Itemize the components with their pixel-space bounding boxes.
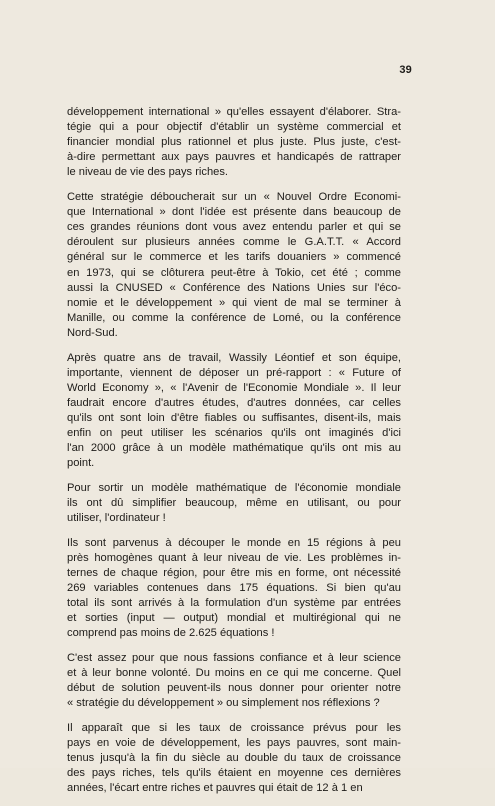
paragraph	[67, 481, 401, 526]
paragraph	[67, 651, 401, 711]
text-line: enfin on peut utiliser les scénarios qu'ils ont imaginés d'ici	[67, 427, 401, 440]
text-line: financier mondial plus rationnel et plus juste. Plus juste, c'est-	[67, 136, 401, 149]
text-line: qu'ils ont sont loin d'être fiables ou suffisantes, disent-ils, mais	[67, 411, 401, 424]
text-line: tenus jusqu'à la fin du siècle au double du taux de croissance	[67, 752, 401, 765]
text-line: le niveau de vie des pays riches.	[67, 166, 229, 179]
text-line: utiliser, l'ordinateur !	[67, 512, 166, 525]
text-line: « stratégie du développement » ou simplement nos réflexions ?	[67, 697, 380, 710]
text-line: Après quatre ans de travail, Wassily Léontief et son équipe,	[67, 351, 401, 364]
text-line: déroulent sur plusieurs années comme le G.A.T.T. « Accord	[67, 236, 401, 249]
text-line: importante, viennent de déposer un pré-rapport : « Future of	[67, 366, 401, 379]
body-text	[67, 105, 401, 806]
text-line: et sorties (input — output) mondial et multirégional qui ne	[67, 612, 401, 625]
text-line: total ils sont arrivés à la formulation d'un système par entrées	[67, 597, 401, 610]
text-line: l'an 2000 grâce à un modèle mathématique qu'ils ont mis au	[67, 442, 401, 455]
text-line: point.	[67, 457, 95, 470]
text-line: World Economy », « l'Avenir de l'Economie Mondiale ». Il leur	[67, 381, 401, 394]
paragraph	[67, 351, 401, 472]
text-line: aussi la CNUSED « Conférence des Nations Unies sur l'éco-	[67, 281, 401, 294]
text-line: comprend pas moins de 2.625 équations !	[67, 627, 275, 640]
text-line: tégie qui a pour objectif d'établir un système commercial et	[67, 121, 401, 134]
text-line: Manille, ou comme la conférence de Lomé, ou la conférence	[67, 311, 401, 324]
text-line: C'est assez pour que nous fassions confiance et à leur science	[67, 652, 401, 665]
text-line: Cette stratégie déboucherait sur un « Nouvel Ordre Economi-	[67, 191, 401, 204]
text-line: début de solution peuvent-ils nous donner pour orienter notre	[67, 682, 401, 695]
text-line: nomie et le développement » qui vient de mal se terminer à	[67, 296, 401, 309]
text-line: Ils sont parvenus à découper le monde en 15 régions à peu	[67, 536, 401, 549]
text-line: ils ont dû simplifier beaucoup, même en utilisant, ou pour	[67, 497, 401, 510]
text-line: pays en voie de développement, les pays pauvres, sont main-	[67, 737, 401, 750]
text-line: développement international » qu'elles essayent d'élaborer. Stra-	[67, 106, 401, 118]
text-line: près homogènes quant à leur niveau de vie. Les problèmes in-	[67, 551, 401, 564]
text-line: et à leur bonne volonté. Du moins en ce qui me concerne. Quel	[67, 667, 401, 680]
paragraph	[67, 190, 401, 341]
text-line: des pays riches, tels qu'ils étaient en moyenne ces dernières	[67, 767, 401, 780]
text-line: Nord-Sud.	[67, 326, 118, 339]
text-line: à-dire permettant aux pays pauvres et handicapés de rattraper	[67, 151, 401, 164]
page-number: 39	[399, 64, 412, 76]
text-line: 269 variables contenues dans 175 équations. Si bien qu'au	[67, 582, 401, 595]
text-line: années, l'écart entre riches et pauvres qui était de 12 à 1 en	[67, 782, 363, 795]
text-line: en 1973, qui se clôturera peut-être à Tokio, cet été ; comme	[67, 266, 401, 279]
text-line: général sur le commerce et les tarifs douaniers » commencé	[67, 251, 401, 264]
text-line: ternes de chaque région, pour être mis en forme, ont nécessité	[67, 567, 401, 579]
text-line: faudrait encore d'autres études, d'autres données, car celles	[67, 396, 401, 409]
text-line: ces grandes réunions dont vous avez entendu parler et qui se	[67, 221, 401, 234]
paragraph	[67, 721, 401, 796]
text-line: Pour sortir un modèle mathématique de l'économie mondiale	[67, 481, 401, 494]
text-line: Il apparaît que si les taux de croissance prévus pour les	[67, 722, 401, 735]
text-line: que International » dont l'idée est présente dans beaucoup de	[67, 206, 401, 219]
paragraph	[67, 536, 401, 642]
paragraph	[67, 105, 401, 180]
